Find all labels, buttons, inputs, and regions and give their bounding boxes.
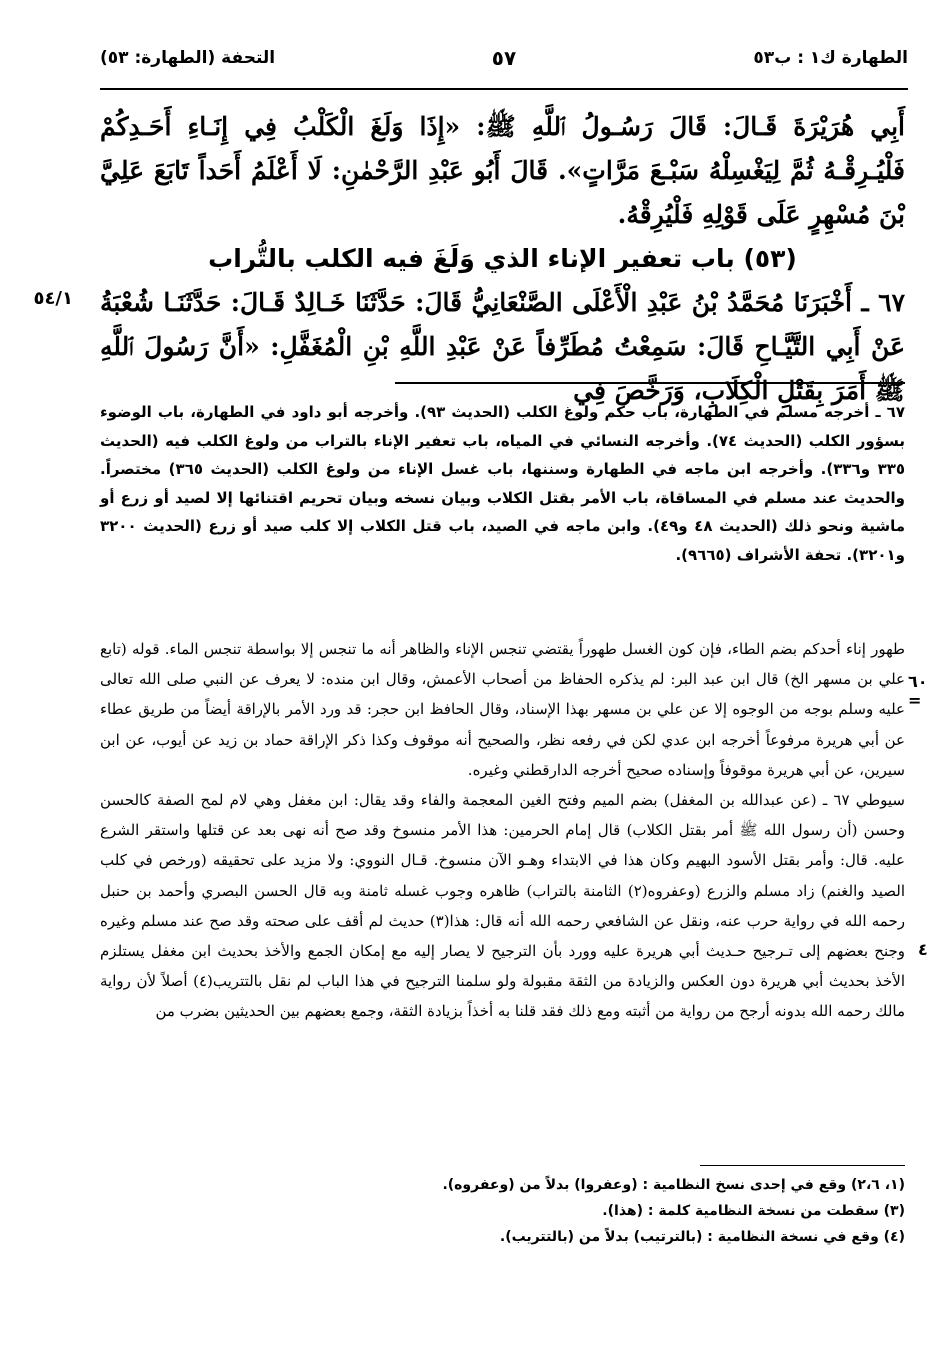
hadith-text <box>100 105 905 413</box>
header-section-ref: الطهارة ك١ : ب٥٣ <box>753 48 908 68</box>
side-mark-2: ٤ <box>918 940 928 959</box>
footnote-item: (١، ٢،٦) وقع في إحدى نسخ النظامية : (وعفروا) بدلاً من (وعفروه). <box>442 1177 905 1193</box>
footnote-divider <box>700 1165 905 1166</box>
footnote-item: (٤) وقع في نسخة النظامية : (بالترتيب) بدلاً من (بالتتريب). <box>499 1229 905 1245</box>
chapter-title: (٥٣) باب تعفير الإناء الذي وَلَغَ فيه الكلب بالتُّراب <box>208 244 797 273</box>
header-tuhfa-ref: التحفة (الطهارة: ٥٣) <box>100 48 276 68</box>
page-number: ٥٧ <box>491 46 517 70</box>
header-divider <box>100 88 908 90</box>
margin-reference: ٥٤/١ <box>33 288 73 309</box>
footnotes <box>100 1172 905 1250</box>
commentary <box>100 634 905 1027</box>
commentary-paragraph-1: طهور إناء أحدكم بضم الطاء، فإن كون الغسل طهوراً يقتضي تنجس الإناء والظاهر أنه ما تنجس إلا بواسطة تنجس الماء. قوله (تابع علي بن مسهر الخ) قال ابن عبد البر: لم يذكره الحفاظ من أصحاب الأعمش، وقال ابن منده: لا يعرف عن النبي صلى الله تعالى عليه وسلم بوجه من الوجوه إلا عن علي بن مسهر بهذا الإسناد، وقال الحافظ ابن حجر: قد ورد الأمر بالإراقة أيضاً من طريق عطاء عن أبي هريرة مرفوعاً أخرجه ابن عدي لكن في رفعه نظر، والصحيح أنه موقوف وكذا ذكر الإراقة حماد بن زيد عن أيوب، عن ابن سيرين، عن أبي هريرة موقوفاً وإسناده صحيح أخرجه الدارقطني وغيره. <box>100 640 905 779</box>
takhrij-divider <box>395 382 905 384</box>
hadith-paragraph-2: ٦٧ ـ أَخْبَرَنَا مُحَمَّدُ بْنُ عَبْدِ الْأَعْلَى الصَّنْعَانِيُّ قَالَ: حَدَّثَنَا خَـالِدٌ قَـالَ: حَدَّثَنَـا شُعْبَةُ عَنْ أَبِي التَّيَّـاحِ قَالَ: سَمِعْتُ مُطَرِّفاً عَنْ عَبْدِ اللَّهِ بْنِ الْمُغَفَّلِ: «أَنَّ رَسُولَ ٱللَّهِ ﷺ أَمَرَ بِقَتْلِ الْكِلَابِ، وَرَخَّصَ فِي <box>100 288 905 405</box>
side-mark-1: ٦٠ = <box>908 672 928 710</box>
commentary-paragraph-2: سيوطي ٦٧ ـ (عن عبدالله بن المغفل) بضم الميم وفتح الغين المعجمة والفاء وقد يقال: ابن مغفل وهي لام لمح الصفة كالحسن وحسن (أن رسول الله ﷺ أمر بقتل الكلاب) قال إمام الحرمين: هذا الأمر منسوخ وقد صح أنه نهى بعد عن قتلها واستقر الشرع عليه. قال: وأمر بقتل الأسود البهيم وكان هذا في الابتداء وهـو الآن منسوخ. قـال النووي: ولا مزيد على تحقيقه (ورخص في كلب الصيد والغنم) زاد مسلم والزرع (وعفروه(٢) الثامنة بالتراب) ظاهره وجوب غسله ثامنة وبه قال الحسن البصري وأحمد بن حنبل رحمه الله في رواية حرب عنه، ونقل عن الشافعي رحمه الله أنه قال: هذا(٣) حديث لم أقف على صحته وقد صح عند مسلم وغيره وجنح بعضهم إلى تـرجيح حـديث أبي هريرة عليه وورد بأن الترجيح لا يصار إليه مع إمكان الجمع والأخذ بحديث ابن مغفل يستلزم الأخذ بحديث أبي هريرة دون العكس والزيادة من الثقة مقبولة ولو سلمنا الترجيح في هذا الباب لم نقل بالتتريب(٤) أصلاً لأن رواية مالك رحمه الله بدونه أرجح من رواية من أثبته ومع ذلك فقد قلنا به أخذاً بزيادة الثقة، وجمع بعضهم بين الحديثين بضرب من <box>100 791 906 1021</box>
hadith-paragraph-1: أَبِي هُرَيْرَةَ قَـالَ: قَالَ رَسُـولُ ٱللَّهِ ﷺ: «إِذَا وَلَغَ الْكَلْبُ فِي إِنَـاءِ أَحَـدِكُمْ فَلْيُـرِقْـهُ ثُمَّ لِيَغْسِلْهُ سَبْـعَ مَرَّاتٍ». قَالَ أَبُو عَبْدِ الرَّحْمٰنِ: لَا أَعْلَمُ أَحَداً تَابَعَ عَلِيَّ بْنَ مُسْهِرٍ عَلَى قَوْلِهِ فَلْيُرِقْهُ. <box>100 112 905 229</box>
takhrij-note: ٦٧ ـ أخرجه مسلم في الطهارة، باب حكم ولوغ الكلب (الحديث ٩٣). وأخرجه أبو داود في الطهارة، باب الوضوء بسؤور الكلب (الحديث ٧٤). وأخرجه النسائي في المياه، باب تعفير الإناء بالتراب من ولوغ الكلب فيه (الحديث ٣٣٥ و٣٣٦). وأخرجه ابن ماجه في الطهارة وسننها، باب غسل الإناء من ولوغ الكلب (الحديث ٣٦٥) مختصراً. والحديث عند مسلم في المساقاة، باب الأمر بقتل الكلاب وبيان نسخه وبيان تحريم اقتنائها إلا لصيد أو زرع أو ماشية ونحو ذلك (الحديث ٤٨ و٤٩). وابن ماجه في الصيد، باب قتل الكلاب إلا كلب صيد أو زرع (الحديث ٣٢٠٠ و٣٢٠١). تحفة الأشراف (٩٦٦٥). <box>100 403 906 564</box>
footnote-item: (٣) سقطت من نسخة النظامية كلمة : (هذا). <box>602 1203 905 1219</box>
page-header <box>100 44 908 84</box>
